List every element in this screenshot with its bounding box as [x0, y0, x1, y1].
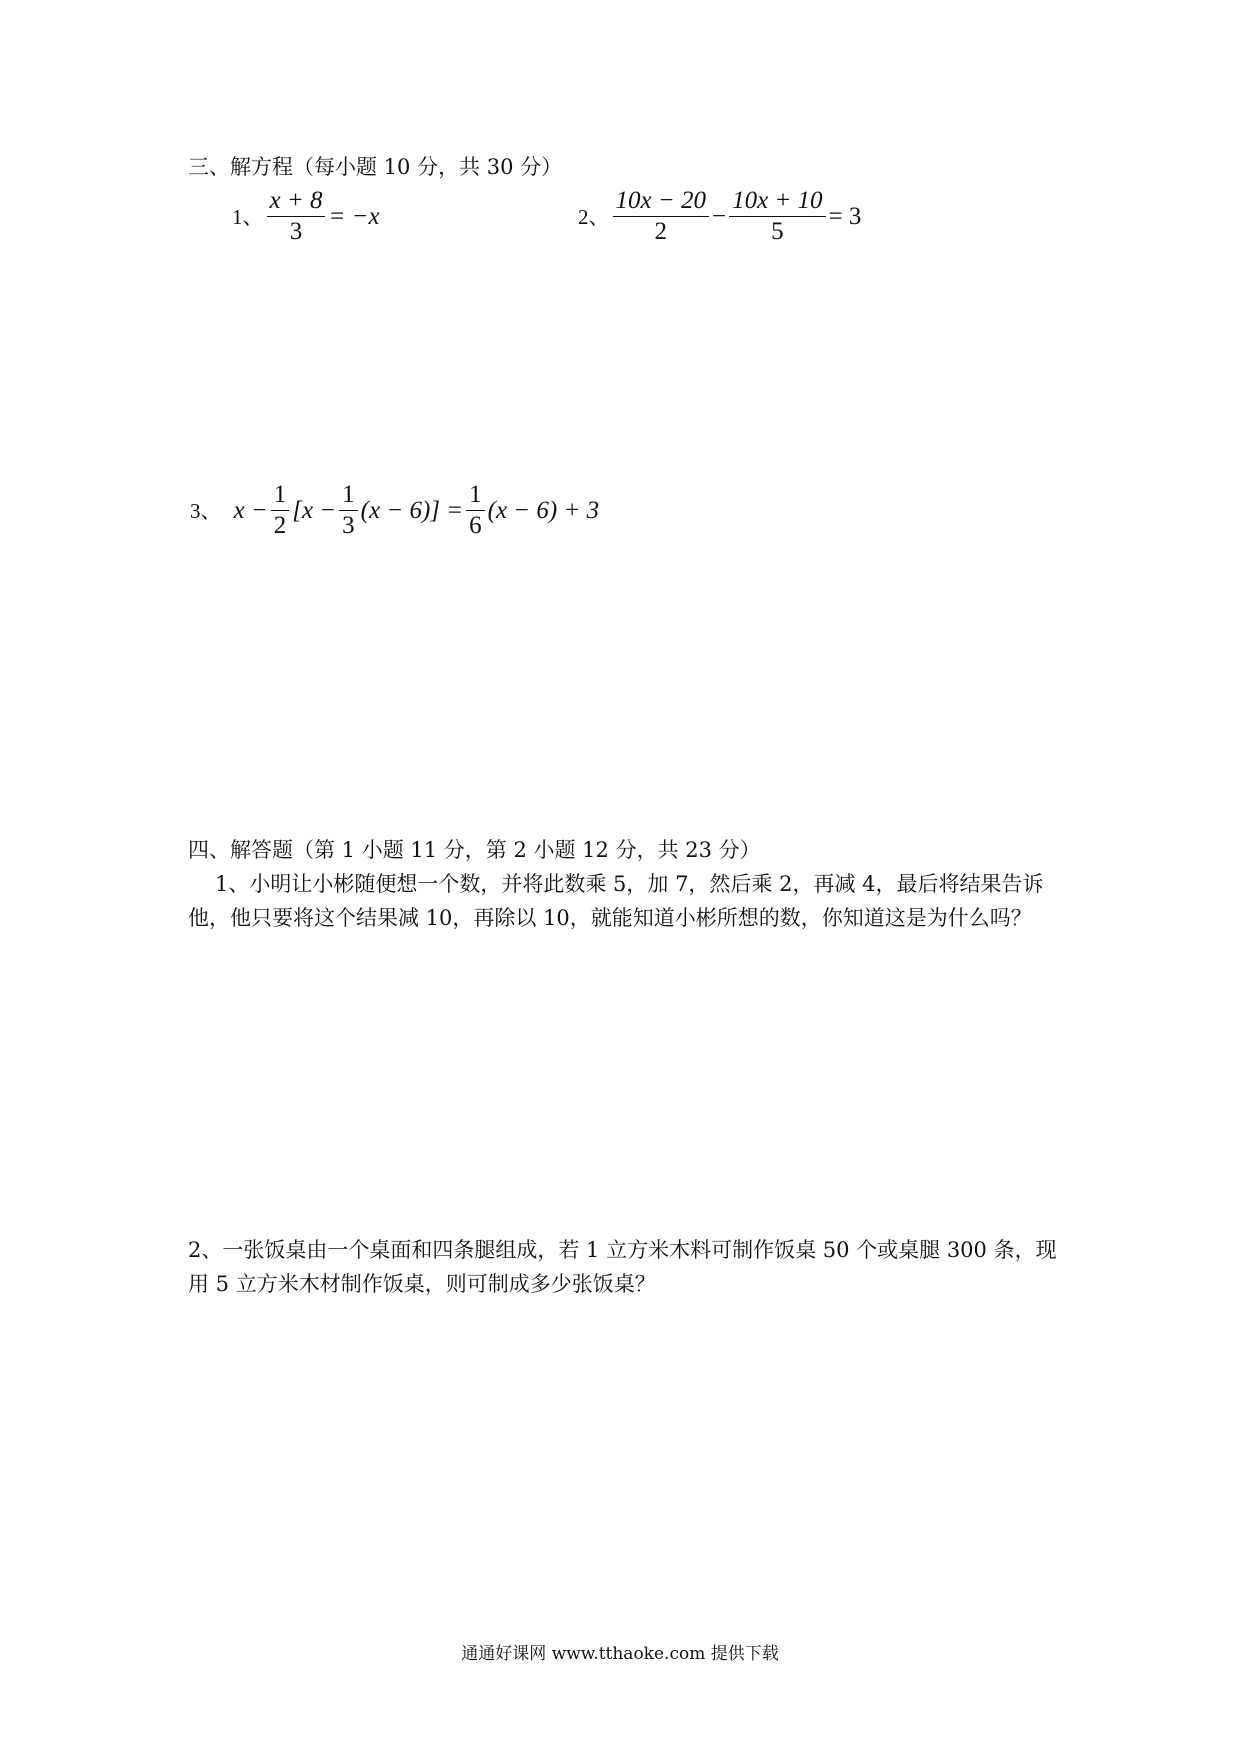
equation-3-fraction-2-denominator: 3: [342, 512, 355, 539]
question-2-line-1: 2、一张饭桌由一个桌面和四条腿组成，若 1 立方米木料可制作饭桌 50 个或桌腿 300 条，现: [188, 1238, 1057, 1262]
equation-3-fraction-3-numerator: 1: [466, 480, 485, 511]
equation-2: [578, 186, 861, 247]
equation-3-part-4: (x − 6) + 3: [487, 496, 600, 524]
equation-2-numerator-1: 10x − 20: [613, 186, 709, 217]
equation-3-fraction-1-denominator: 2: [273, 512, 287, 539]
equation-2-numerator-2: 10x + 10: [729, 186, 825, 217]
equation-3-fraction-1-numerator: 1: [271, 480, 290, 511]
equation-1-fraction: [267, 186, 326, 247]
equation-1-rhs: = −x: [328, 202, 380, 230]
section-4-heading: 四、解答题（第 1 小题 11 分，第 2 小题 12 分，共 23 分）: [188, 838, 761, 862]
question-1-line-2: 他，他只要将这个结果减 10，再除以 10，就能知道小彬所想的数，你知道这是为什么吗？: [188, 906, 1032, 930]
equation-1-denominator: 3: [289, 218, 303, 245]
equation-3-fraction-2-numerator: 1: [339, 480, 358, 511]
equation-2-denominator-1: 2: [654, 218, 667, 245]
equation-3-fraction-1: [271, 480, 290, 541]
equation-2-rhs: = 3: [828, 202, 862, 230]
question-1-line-1: 1、小明让小彬随便想一个数，并将此数乘 5，加 7，然后乘 2，再减 4，最后将结果告诉: [215, 872, 1044, 896]
equation-3-label: 3、: [190, 498, 222, 523]
equation-2-fraction-1: [613, 186, 709, 247]
equation-1-label: 1、: [232, 204, 264, 229]
equation-3-part-1: x −: [233, 496, 268, 524]
equation-3: [190, 480, 599, 541]
equation-3-part-3: (x − 6)] =: [360, 496, 464, 524]
equation-2-minus: −: [711, 202, 727, 230]
question-2-line-2: 用 5 立方米木材制作饭桌，则可制成多少张饭桌？: [188, 1272, 656, 1296]
equation-1-numerator: x + 8: [267, 186, 326, 217]
equation-2-fraction-2: [729, 186, 825, 247]
page-footer: 通通好课网 www.tthaoke.com 提供下载: [461, 1644, 779, 1664]
equation-1: [232, 186, 380, 247]
section-3-heading: 三、解方程（每小题 10 分，共 30 分）: [188, 155, 563, 179]
equation-3-fraction-3-denominator: 6: [469, 512, 482, 539]
equation-3-fraction-2: [339, 480, 358, 541]
equation-3-part-2: [x −: [292, 496, 337, 524]
equation-2-label: 2、: [578, 204, 610, 229]
equation-3-fraction-3: [466, 480, 485, 541]
equation-2-denominator-2: 5: [771, 218, 784, 245]
